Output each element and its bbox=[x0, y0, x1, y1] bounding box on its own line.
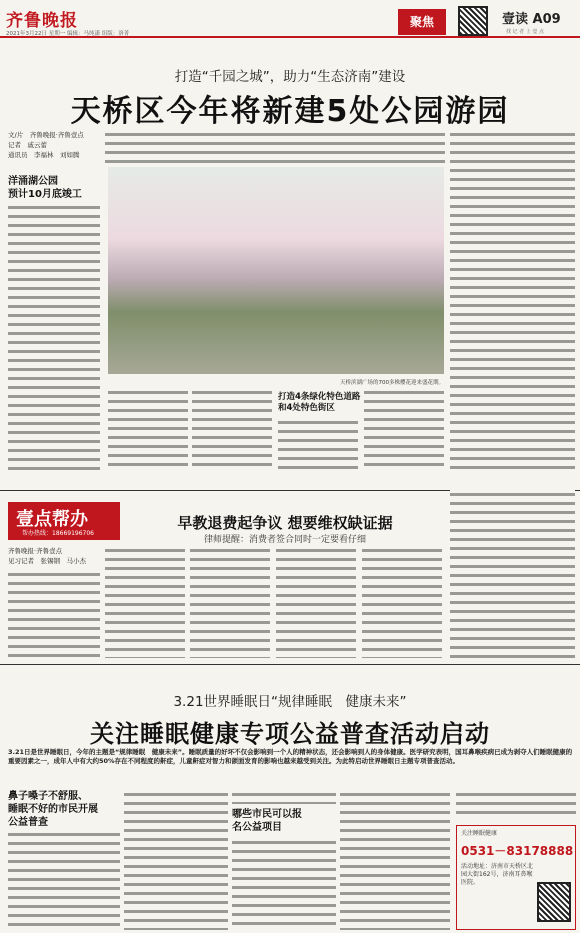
story1-headline: 天桥区今年将新建5处公园游园 bbox=[70, 94, 510, 129]
dateline: 2021年3月22日 星期一 编辑：马纯潇 组版：洛菁 bbox=[6, 31, 130, 37]
story2-body-4 bbox=[340, 790, 450, 930]
story2-body-5 bbox=[456, 790, 576, 820]
column-banner bbox=[8, 502, 120, 540]
info-address: 活动地址：济南市天桥区北园大街162号，济南耳鼻喉医院。 bbox=[461, 863, 534, 886]
story2-headline: 关注睡眠健康专项公益普查活动启动 bbox=[90, 720, 490, 748]
qr-code-icon bbox=[458, 6, 488, 36]
story1-body-column-1 bbox=[8, 203, 100, 471]
qr-code-icon bbox=[537, 882, 571, 922]
column-body-6 bbox=[450, 490, 575, 658]
story2-body-1 bbox=[8, 830, 120, 930]
page-label: 壹读 A09 bbox=[502, 12, 561, 27]
column-body-3 bbox=[190, 546, 270, 658]
column-subhead: 律师提醒：消费者签合同时一定要看仔细 bbox=[203, 535, 366, 545]
page-subline: 找 记 者 上 壹 点 bbox=[506, 29, 544, 35]
column-headline: 早教退费起争议 想要维权缺证据 bbox=[177, 514, 393, 532]
column-byline: 齐鲁晚报·齐鲁壹点 见习记者 张锡钢 马小杰 bbox=[8, 547, 86, 565]
story2-box2-title: 哪些市民可以报 名公益项目 bbox=[232, 809, 302, 833]
story1-intro-text bbox=[105, 130, 445, 164]
info-line: 关注睡眠健康 bbox=[461, 830, 498, 837]
story2-kicker: 3.21世界睡眠日“规律睡眠 健康未来” bbox=[173, 694, 407, 710]
story1-body-column-3 bbox=[192, 388, 272, 471]
info-box bbox=[456, 825, 576, 930]
column-body-1 bbox=[8, 570, 100, 658]
story1-kicker: 打造“千园之城”，助力“生态济南”建设 bbox=[174, 69, 406, 85]
story1-byline: 文/片 齐鲁晚报·齐鲁壹点 记者 戚云蕾 通讯员 李福林 刘如腾 bbox=[8, 131, 84, 159]
story1-subhead-2: 打造4条绿化特色道路 和4处特色街区 bbox=[278, 392, 361, 413]
divider bbox=[0, 664, 580, 665]
column-body-2 bbox=[105, 546, 185, 658]
column-banner-title: 壹点帮办 bbox=[16, 509, 88, 530]
newspaper-logo: 齐鲁晚报 bbox=[6, 11, 78, 31]
info-hotline: 0531－83178888 bbox=[461, 844, 574, 858]
story2-body-3-top bbox=[232, 790, 336, 804]
story1-body-column-2 bbox=[108, 388, 188, 471]
story2-body-2 bbox=[124, 790, 228, 930]
cherry-blossom-photo bbox=[108, 167, 444, 374]
column-body-5 bbox=[362, 546, 442, 658]
story2-body-3 bbox=[232, 838, 336, 930]
photo-caption: 天桥滨湖广场的700多株樱花迎来盛花期。 bbox=[340, 380, 444, 386]
story1-body-column-6 bbox=[450, 130, 575, 471]
section-badge: 聚焦 bbox=[398, 9, 446, 35]
column-banner-hotline: 帮办热线：18669196706 bbox=[22, 530, 94, 537]
column-body-4 bbox=[276, 546, 356, 658]
story1-body-column-4 bbox=[278, 418, 358, 471]
story1-subhead-1: 洋涌湖公园 预计10月底竣工 bbox=[8, 176, 82, 200]
story2-lede: 3.21日是世界睡眠日，今年的主题是“规律睡眠 健康未来”。睡眠质量的好坏不仅会影响到一个人的精神状态，还会影响到人的身体健康。医学研究表明，国耳鼻喉疾病已成为剥夺人们睡眠健康的重要因素之一，成年人中有大约50%存在不同程度的鼾症，儿童鼾症对智力和颌面发育的影响也越来越受到关注。为此特启动世界睡眠日主题专项普查活动。 bbox=[8, 748, 573, 765]
story1-body-column-5 bbox=[364, 388, 444, 471]
story2-box1-title: 鼻子嗓子不舒服、 睡眠不好的市民开展 公益普查 bbox=[8, 791, 98, 828]
